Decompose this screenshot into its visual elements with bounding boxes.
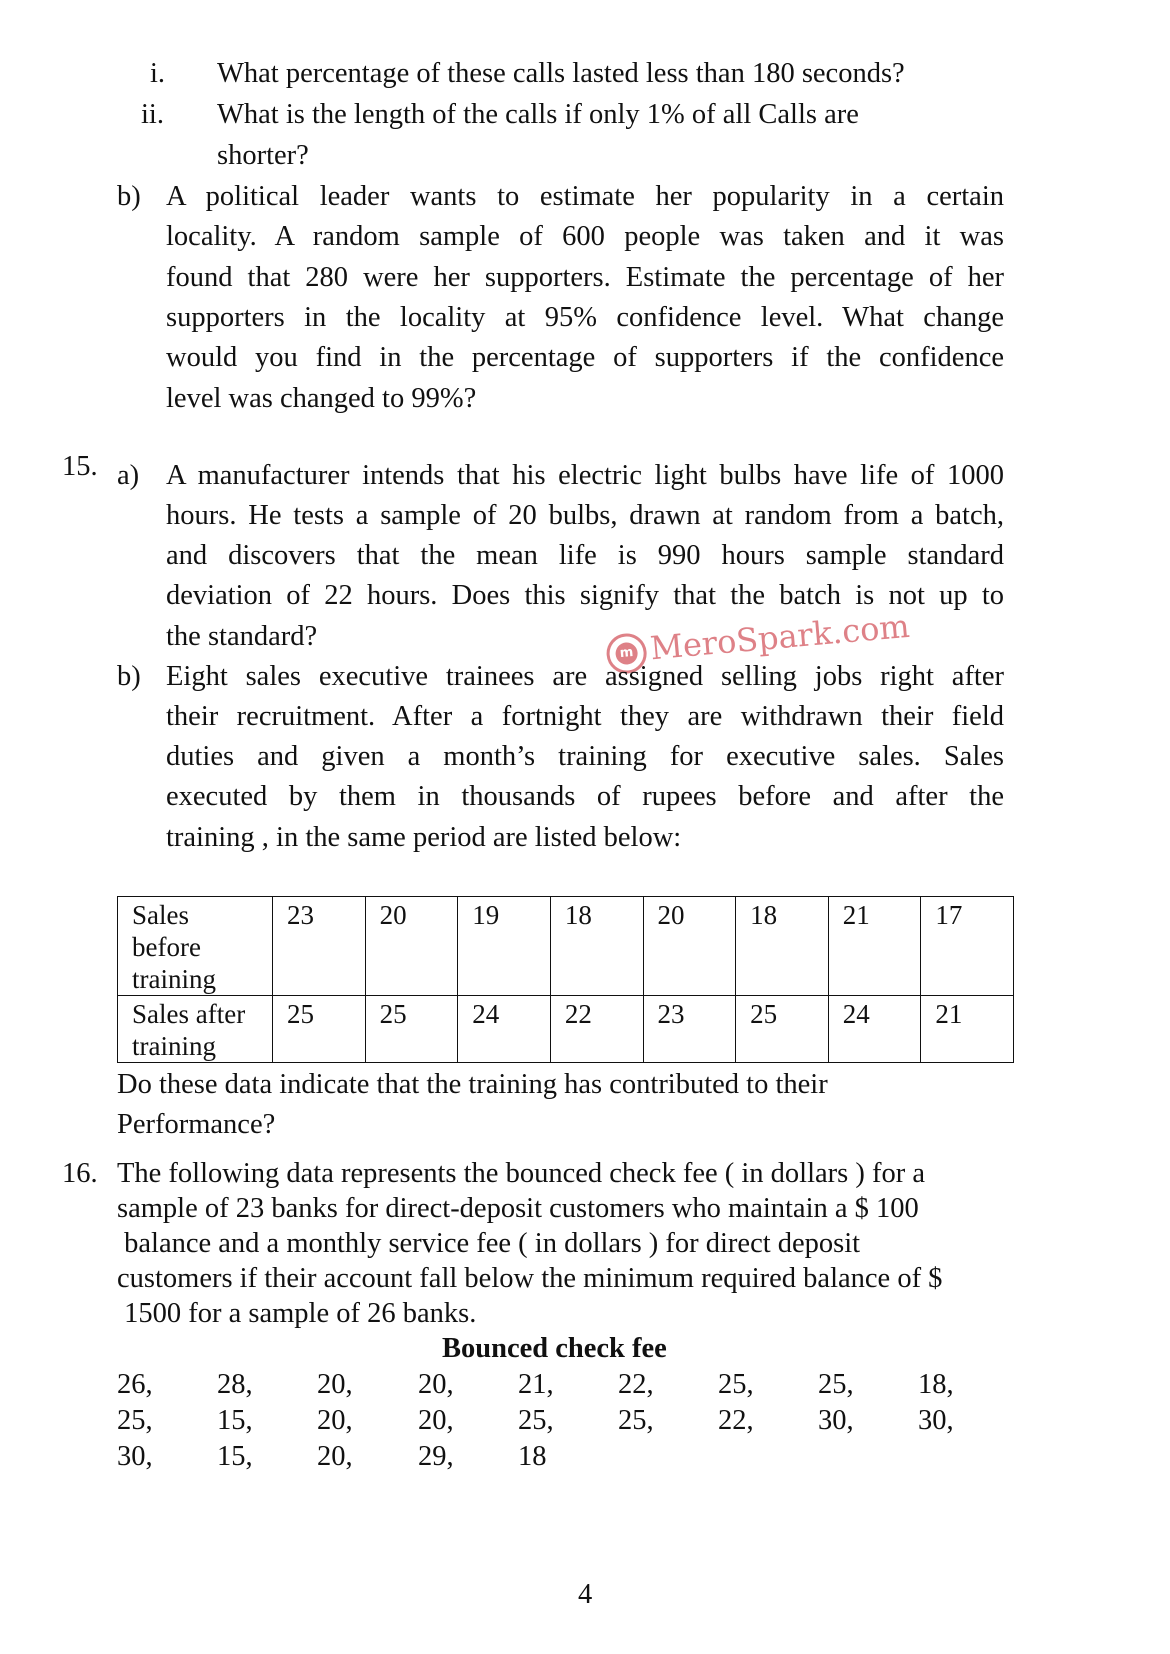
table-cell: 25 [736,996,829,1063]
table-cell: 18 [550,897,643,996]
fee-value: 30, [918,1405,954,1436]
table-cell: 24 [828,996,921,1063]
q16-line-1: The following data represents the bounced check fee ( in dollars ) for a [117,1158,925,1189]
fee-value: 30, [117,1441,153,1472]
table-cell: 24 [458,996,551,1063]
q15-a-line-4: deviation of 22 hours. Does this signify that the batch is not up to [166,580,1004,611]
q14-b-line-3: found that 280 were her supporters. Estimate the percentage of her [166,262,1004,293]
q15-b-line-4: executed by them in thousands of rupees before and after the [166,781,1004,812]
q14-b-line-4: supporters in the locality at 95% confidence level. What change [166,302,1004,333]
row-label-after: Sales after training [118,996,273,1063]
q15-a-label: a) [117,460,140,491]
table-cell: 20 [643,897,736,996]
fee-value: 20, [418,1369,454,1400]
q14-a-ii-line-2: shorter? [217,140,309,171]
merospark-logo: m [605,631,648,674]
fee-value: 25, [618,1405,654,1436]
fee-value: 29, [418,1441,454,1472]
q15-b-label: b) [117,661,141,692]
fee-value: 25, [518,1405,554,1436]
q15-question-line-2: Performance? [117,1109,276,1140]
q15-b-line-5: training , in the same period are listed below: [166,822,682,853]
row-label-before: Sales before training [118,897,273,996]
fee-value: 26, [117,1369,153,1400]
watermark-text: MeroSpark.com [648,606,912,668]
fee-value: 15, [217,1441,253,1472]
q14-a-i-text: What percentage of these calls lasted less than 180 seconds? [217,58,905,89]
table-cell: 23 [643,996,736,1063]
fee-value: 22, [618,1369,654,1400]
fee-value: 20, [317,1405,353,1436]
fee-value: 25, [718,1369,754,1400]
table-row-before [118,897,1014,996]
q15-a-line-3: and discovers that the mean life is 990 hours sample standard [166,540,1004,571]
table-cell: 25 [273,996,366,1063]
fee-value: 30, [818,1405,854,1436]
fee-value: 15, [217,1405,253,1436]
q15-a-line-2: hours. He tests a sample of 20 bulbs, drawn at random from a batch, [166,500,1004,531]
table-cell: 23 [273,897,366,996]
q14-b-label: b) [117,181,141,212]
fee-value: 25, [117,1405,153,1436]
table-cell: 21 [921,996,1014,1063]
fee-value: 25, [818,1369,854,1400]
table-cell: 22 [550,996,643,1063]
q16-line-4: customers if their account fall below the minimum required balance of $ [117,1263,943,1294]
q15-b-line-1: Eight sales executive trainees are assigned selling jobs right after [166,661,1004,692]
page-number: 4 [578,1579,593,1610]
q14-a-ii-marker: ii. [141,99,164,130]
fee-value: 20, [418,1405,454,1436]
table-cell: 21 [828,897,921,996]
q15-question-line-1: Do these data indicate that the training has contributed to their [117,1069,828,1100]
q14-b-line-5: would you find in the percentage of supporters if the confidence [166,342,1004,373]
q14-b-line-1: A political leader wants to estimate her popularity in a certain [166,181,1004,212]
fee-value: 20, [317,1441,353,1472]
q16-line-2: sample of 23 banks for direct-deposit customers who maintain a $ 100 [117,1193,919,1224]
fee-value: 18 [518,1441,547,1472]
fee-value: 28, [217,1369,253,1400]
q14-b-line-6: level was changed to 99%? [166,383,477,414]
table-cell: 25 [365,996,458,1063]
q15-a-line-1: A manufacturer intends that his electric light bulbs have life of 1000 [166,460,1004,491]
q14-b-line-2: locality. A random sample of 600 people was taken and it was [166,221,1004,252]
fee-value: 22, [718,1405,754,1436]
q16-line-3: balance and a monthly service fee ( in dollars ) for direct deposit [117,1228,861,1259]
fee-value: 21, [518,1369,554,1400]
sales-table [117,896,1014,1063]
q14-a-i-marker: i. [150,58,166,89]
q16-number: 16. [62,1158,98,1189]
fee-value: 20, [317,1369,353,1400]
q16-line-5: 1500 for a sample of 26 banks. [117,1298,477,1329]
table-row-after [118,996,1014,1063]
table-cell: 17 [921,897,1014,996]
q15-b-line-3: duties and given a month’s training for executive sales. Sales [166,741,1004,772]
q14-a-ii-line-1: What is the length of the calls if only 1% of all Calls are [217,99,859,130]
q15-number: 15. [62,451,98,482]
table-cell: 18 [736,897,829,996]
q15-b-line-2: their recruitment. After a fortnight they are withdrawn their field [166,701,1004,732]
q15-a-line-5: the standard? [166,621,318,652]
table-cell: 20 [365,897,458,996]
fee-heading: Bounced check fee [442,1333,667,1364]
table-cell: 19 [458,897,551,996]
fee-value: 18, [918,1369,954,1400]
